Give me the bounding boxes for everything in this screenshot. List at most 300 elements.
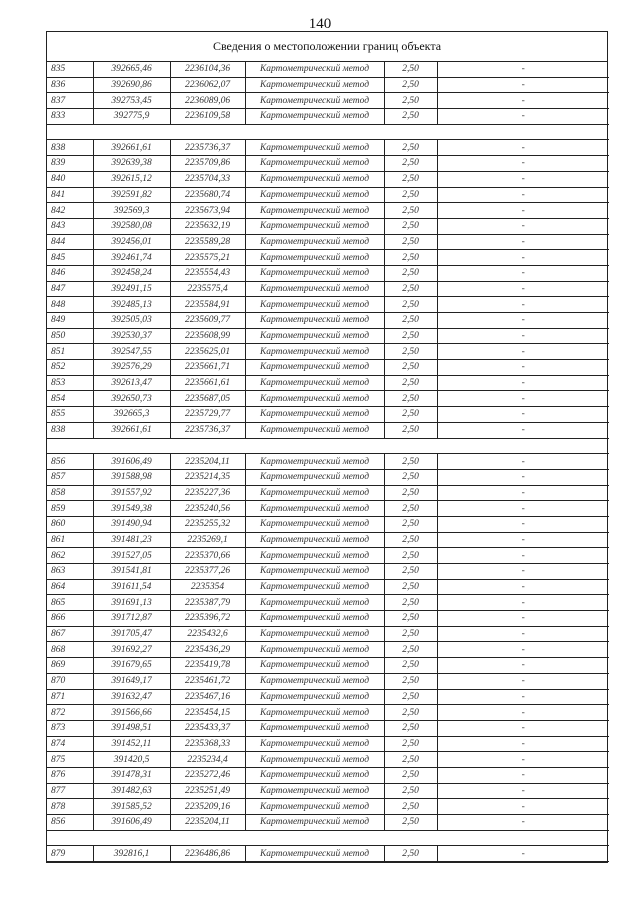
table-row	[47, 752, 609, 768]
point-number-cell: 863	[47, 564, 93, 580]
separator-cell	[47, 830, 609, 846]
method-cell: Картометрический метод	[245, 642, 384, 658]
method-cell: Картометрический метод	[245, 673, 384, 689]
description-cell: -	[437, 516, 609, 532]
point-number-cell: 869	[47, 658, 93, 674]
point-number-cell: 859	[47, 501, 93, 517]
description-cell: -	[437, 234, 609, 250]
coordinate-x-cell: 392661,61	[93, 140, 170, 156]
description-cell: -	[437, 454, 609, 470]
accuracy-cell: 2,50	[384, 218, 437, 234]
description-cell: -	[437, 313, 609, 329]
accuracy-cell: 2,50	[384, 313, 437, 329]
table-row	[47, 689, 609, 705]
coordinate-x-cell: 391481,23	[93, 532, 170, 548]
table-row	[47, 265, 609, 281]
table-row	[47, 344, 609, 360]
coordinate-y-cell: 2235204,11	[170, 815, 245, 831]
accuracy-cell: 2,50	[384, 234, 437, 250]
description-cell: -	[437, 109, 609, 125]
table-row	[47, 77, 609, 93]
table-row	[47, 391, 609, 407]
table-row	[47, 611, 609, 627]
point-number-cell: 847	[47, 281, 93, 297]
table-row	[47, 328, 609, 344]
table-row	[47, 767, 609, 783]
description-cell: -	[437, 391, 609, 407]
coordinate-x-cell: 391712,87	[93, 611, 170, 627]
point-number-cell: 843	[47, 218, 93, 234]
method-cell: Картометрический метод	[245, 720, 384, 736]
point-number-cell: 861	[47, 532, 93, 548]
accuracy-cell: 2,50	[384, 767, 437, 783]
accuracy-cell: 2,50	[384, 344, 437, 360]
coordinate-y-cell: 2235204,11	[170, 454, 245, 470]
point-number-cell: 839	[47, 156, 93, 172]
table-row	[47, 673, 609, 689]
description-cell: -	[437, 532, 609, 548]
description-cell: -	[437, 626, 609, 642]
method-cell: Картометрический метод	[245, 658, 384, 674]
coordinate-x-cell: 391705,47	[93, 626, 170, 642]
coordinate-y-cell: 2235609,77	[170, 313, 245, 329]
description-cell: -	[437, 360, 609, 376]
accuracy-cell: 2,50	[384, 171, 437, 187]
description-cell: -	[437, 265, 609, 281]
coordinate-y-cell: 2235240,56	[170, 501, 245, 517]
accuracy-cell: 2,50	[384, 673, 437, 689]
coordinate-x-cell: 392613,47	[93, 375, 170, 391]
point-number-cell: 841	[47, 187, 93, 203]
description-cell: -	[437, 77, 609, 93]
point-number-cell: 860	[47, 516, 93, 532]
accuracy-cell: 2,50	[384, 140, 437, 156]
coordinate-x-cell: 391452,11	[93, 736, 170, 752]
point-number-cell: 879	[47, 846, 93, 862]
coordinate-y-cell: 2236486,86	[170, 846, 245, 862]
point-number-cell: 854	[47, 391, 93, 407]
coordinate-x-cell: 392485,13	[93, 297, 170, 313]
coordinate-x-cell: 392580,08	[93, 218, 170, 234]
accuracy-cell: 2,50	[384, 532, 437, 548]
description-cell: -	[437, 799, 609, 815]
point-number-cell: 867	[47, 626, 93, 642]
point-number-cell: 848	[47, 297, 93, 313]
point-number-cell: 875	[47, 752, 93, 768]
method-cell: Картометрический метод	[245, 93, 384, 109]
method-cell: Картометрический метод	[245, 626, 384, 642]
coordinate-y-cell: 2235632,19	[170, 218, 245, 234]
coordinate-y-cell: 2235234,4	[170, 752, 245, 768]
coordinate-x-cell: 391541,81	[93, 564, 170, 580]
accuracy-cell: 2,50	[384, 422, 437, 438]
point-number-cell: 846	[47, 265, 93, 281]
point-number-cell: 857	[47, 469, 93, 485]
description-cell: -	[437, 736, 609, 752]
point-number-cell: 838	[47, 140, 93, 156]
coordinate-y-cell: 2235687,05	[170, 391, 245, 407]
accuracy-cell: 2,50	[384, 328, 437, 344]
description-cell: -	[437, 140, 609, 156]
boundary-sheet	[46, 31, 608, 863]
coordinate-x-cell: 392690,86	[93, 77, 170, 93]
point-number-cell: 835	[47, 62, 93, 77]
coordinate-x-cell: 392816,1	[93, 846, 170, 862]
accuracy-cell: 2,50	[384, 689, 437, 705]
method-cell: Картометрический метод	[245, 407, 384, 423]
method-cell: Картометрический метод	[245, 579, 384, 595]
coordinate-y-cell: 2235269,1	[170, 532, 245, 548]
coordinate-y-cell: 2235589,28	[170, 234, 245, 250]
coordinate-x-cell: 392665,3	[93, 407, 170, 423]
coordinate-x-cell: 392661,61	[93, 422, 170, 438]
accuracy-cell: 2,50	[384, 109, 437, 125]
coordinate-y-cell: 2235272,46	[170, 767, 245, 783]
table-row	[47, 171, 609, 187]
description-cell: -	[437, 328, 609, 344]
coordinate-y-cell: 2235736,37	[170, 422, 245, 438]
point-number-cell: 871	[47, 689, 93, 705]
coordinate-y-cell: 2235419,78	[170, 658, 245, 674]
method-cell: Картометрический метод	[245, 752, 384, 768]
coordinate-y-cell: 2235461,72	[170, 673, 245, 689]
method-cell: Картометрический метод	[245, 516, 384, 532]
coordinate-x-cell: 391692,27	[93, 642, 170, 658]
coordinate-x-cell: 391478,31	[93, 767, 170, 783]
point-number-cell: 856	[47, 815, 93, 831]
coordinate-x-cell: 391606,49	[93, 454, 170, 470]
accuracy-cell: 2,50	[384, 203, 437, 219]
coordinate-y-cell: 2236109,58	[170, 109, 245, 125]
method-cell: Картометрический метод	[245, 328, 384, 344]
accuracy-cell: 2,50	[384, 77, 437, 93]
coordinate-x-cell: 391611,54	[93, 579, 170, 595]
point-number-cell: 858	[47, 485, 93, 501]
coordinate-y-cell: 2235396,72	[170, 611, 245, 627]
point-number-cell: 837	[47, 93, 93, 109]
coordinate-x-cell: 391606,49	[93, 815, 170, 831]
table-separator-row	[47, 830, 609, 846]
accuracy-cell: 2,50	[384, 187, 437, 203]
method-cell: Картометрический метод	[245, 250, 384, 266]
method-cell: Картометрический метод	[245, 187, 384, 203]
accuracy-cell: 2,50	[384, 407, 437, 423]
point-number-cell: 862	[47, 548, 93, 564]
sheet-title: Сведения о местоположении границ объекта	[47, 32, 607, 62]
description-cell: -	[437, 815, 609, 831]
accuracy-cell: 2,50	[384, 250, 437, 266]
method-cell: Картометрический метод	[245, 767, 384, 783]
coordinate-x-cell: 391490,94	[93, 516, 170, 532]
table-row	[47, 720, 609, 736]
method-cell: Картометрический метод	[245, 360, 384, 376]
description-cell: -	[437, 171, 609, 187]
accuracy-cell: 2,50	[384, 62, 437, 77]
coordinate-x-cell: 391498,51	[93, 720, 170, 736]
accuracy-cell: 2,50	[384, 391, 437, 407]
coordinate-x-cell: 392530,37	[93, 328, 170, 344]
description-cell: -	[437, 673, 609, 689]
point-number-cell: 865	[47, 595, 93, 611]
description-cell: -	[437, 62, 609, 77]
coordinate-x-cell: 392547,55	[93, 344, 170, 360]
accuracy-cell: 2,50	[384, 799, 437, 815]
coordinate-x-cell: 392639,38	[93, 156, 170, 172]
table-row	[47, 234, 609, 250]
method-cell: Картометрический метод	[245, 265, 384, 281]
point-number-cell: 851	[47, 344, 93, 360]
method-cell: Картометрический метод	[245, 469, 384, 485]
description-cell: -	[437, 658, 609, 674]
description-cell: -	[437, 250, 609, 266]
method-cell: Картометрический метод	[245, 783, 384, 799]
description-cell: -	[437, 846, 609, 862]
coordinate-y-cell: 2236089,06	[170, 93, 245, 109]
description-cell: -	[437, 501, 609, 517]
point-number-cell: 850	[47, 328, 93, 344]
description-cell: -	[437, 611, 609, 627]
table-row	[47, 595, 609, 611]
table-separator-row	[47, 124, 609, 140]
coordinate-y-cell: 2235432,6	[170, 626, 245, 642]
table-row	[47, 799, 609, 815]
description-cell: -	[437, 720, 609, 736]
accuracy-cell: 2,50	[384, 815, 437, 831]
table-row	[47, 579, 609, 595]
coordinate-y-cell: 2235584,91	[170, 297, 245, 313]
description-cell: -	[437, 689, 609, 705]
point-number-cell: 874	[47, 736, 93, 752]
coordinate-x-cell: 392665,46	[93, 62, 170, 77]
coordinate-y-cell: 2235661,61	[170, 375, 245, 391]
table-row	[47, 626, 609, 642]
description-cell: -	[437, 642, 609, 658]
coordinate-x-cell: 392753,45	[93, 93, 170, 109]
method-cell: Картометрический метод	[245, 548, 384, 564]
accuracy-cell: 2,50	[384, 469, 437, 485]
method-cell: Картометрический метод	[245, 203, 384, 219]
point-number-cell: 870	[47, 673, 93, 689]
coordinate-y-cell: 2235209,16	[170, 799, 245, 815]
table-row	[47, 846, 609, 862]
point-number-cell: 836	[47, 77, 93, 93]
coordinate-x-cell: 391649,17	[93, 673, 170, 689]
coordinate-y-cell: 2235255,32	[170, 516, 245, 532]
table-row	[47, 516, 609, 532]
table-separator-row	[47, 438, 609, 454]
method-cell: Картометрический метод	[245, 501, 384, 517]
method-cell: Картометрический метод	[245, 689, 384, 705]
coordinate-x-cell: 391527,05	[93, 548, 170, 564]
coordinate-y-cell: 2235454,15	[170, 705, 245, 721]
coordinate-x-cell: 392775,9	[93, 109, 170, 125]
point-number-cell: 849	[47, 313, 93, 329]
point-number-cell: 878	[47, 799, 93, 815]
point-number-cell: 853	[47, 375, 93, 391]
coordinate-x-cell: 392456,01	[93, 234, 170, 250]
coordinate-y-cell: 2235625,01	[170, 344, 245, 360]
accuracy-cell: 2,50	[384, 485, 437, 501]
table-row	[47, 93, 609, 109]
method-cell: Картометрический метод	[245, 736, 384, 752]
coordinate-y-cell: 2235680,74	[170, 187, 245, 203]
coordinates-table	[47, 62, 609, 862]
coordinate-y-cell: 2236104,36	[170, 62, 245, 77]
coordinates-table-body	[47, 62, 609, 862]
description-cell: -	[437, 297, 609, 313]
coordinate-y-cell: 2235377,26	[170, 564, 245, 580]
point-number-cell: 856	[47, 454, 93, 470]
coordinate-y-cell: 2236062,07	[170, 77, 245, 93]
method-cell: Картометрический метод	[245, 313, 384, 329]
description-cell: -	[437, 344, 609, 360]
coordinate-x-cell: 391420,5	[93, 752, 170, 768]
coordinate-y-cell: 2235436,29	[170, 642, 245, 658]
coordinate-y-cell: 2235729,77	[170, 407, 245, 423]
description-cell: -	[437, 783, 609, 799]
table-row	[47, 564, 609, 580]
accuracy-cell: 2,50	[384, 579, 437, 595]
method-cell: Картометрический метод	[245, 595, 384, 611]
table-row	[47, 62, 609, 77]
accuracy-cell: 2,50	[384, 658, 437, 674]
coordinate-x-cell: 391549,38	[93, 501, 170, 517]
table-row	[47, 360, 609, 376]
description-cell: -	[437, 407, 609, 423]
coordinate-y-cell: 2235608,99	[170, 328, 245, 344]
method-cell: Картометрический метод	[245, 297, 384, 313]
coordinate-x-cell: 391585,52	[93, 799, 170, 815]
accuracy-cell: 2,50	[384, 564, 437, 580]
point-number-cell: 877	[47, 783, 93, 799]
accuracy-cell: 2,50	[384, 548, 437, 564]
method-cell: Картометрический метод	[245, 611, 384, 627]
coordinate-y-cell: 2235709,86	[170, 156, 245, 172]
point-number-cell: 840	[47, 171, 93, 187]
method-cell: Картометрический метод	[245, 344, 384, 360]
coordinate-x-cell: 391679,65	[93, 658, 170, 674]
table-row	[47, 501, 609, 517]
table-row	[47, 218, 609, 234]
accuracy-cell: 2,50	[384, 501, 437, 517]
table-row	[47, 783, 609, 799]
coordinate-x-cell: 391691,13	[93, 595, 170, 611]
point-number-cell: 868	[47, 642, 93, 658]
coordinate-x-cell: 392650,73	[93, 391, 170, 407]
table-row	[47, 705, 609, 721]
method-cell: Картометрический метод	[245, 815, 384, 831]
method-cell: Картометрический метод	[245, 375, 384, 391]
method-cell: Картометрический метод	[245, 799, 384, 815]
point-number-cell: 845	[47, 250, 93, 266]
method-cell: Картометрический метод	[245, 234, 384, 250]
coordinate-x-cell: 391566,66	[93, 705, 170, 721]
coordinate-y-cell: 2235227,36	[170, 485, 245, 501]
coordinate-x-cell: 391482,63	[93, 783, 170, 799]
table-row	[47, 422, 609, 438]
coordinate-y-cell: 2235467,16	[170, 689, 245, 705]
separator-cell	[47, 124, 609, 140]
table-row	[47, 313, 609, 329]
table-row	[47, 815, 609, 831]
accuracy-cell: 2,50	[384, 783, 437, 799]
accuracy-cell: 2,50	[384, 297, 437, 313]
coordinate-y-cell: 2235736,37	[170, 140, 245, 156]
description-cell: -	[437, 579, 609, 595]
coordinate-x-cell: 391557,92	[93, 485, 170, 501]
accuracy-cell: 2,50	[384, 265, 437, 281]
coordinate-x-cell: 392576,29	[93, 360, 170, 376]
accuracy-cell: 2,50	[384, 156, 437, 172]
accuracy-cell: 2,50	[384, 626, 437, 642]
coordinate-y-cell: 2235214,35	[170, 469, 245, 485]
description-cell: -	[437, 548, 609, 564]
coordinate-x-cell: 392491,15	[93, 281, 170, 297]
method-cell: Картометрический метод	[245, 218, 384, 234]
method-cell: Картометрический метод	[245, 391, 384, 407]
coordinate-y-cell: 2235387,79	[170, 595, 245, 611]
table-row	[47, 250, 609, 266]
accuracy-cell: 2,50	[384, 642, 437, 658]
table-row	[47, 642, 609, 658]
point-number-cell: 873	[47, 720, 93, 736]
table-row	[47, 203, 609, 219]
coordinate-y-cell: 2235554,43	[170, 265, 245, 281]
accuracy-cell: 2,50	[384, 454, 437, 470]
point-number-cell: 864	[47, 579, 93, 595]
description-cell: -	[437, 469, 609, 485]
table-row	[47, 281, 609, 297]
description-cell: -	[437, 187, 609, 203]
accuracy-cell: 2,50	[384, 375, 437, 391]
coordinate-x-cell: 392458,24	[93, 265, 170, 281]
coordinate-y-cell: 2235433,37	[170, 720, 245, 736]
accuracy-cell: 2,50	[384, 516, 437, 532]
table-row	[47, 297, 609, 313]
table-row	[47, 109, 609, 125]
method-cell: Картометрический метод	[245, 485, 384, 501]
description-cell: -	[437, 485, 609, 501]
accuracy-cell: 2,50	[384, 705, 437, 721]
description-cell: -	[437, 564, 609, 580]
accuracy-cell: 2,50	[384, 846, 437, 862]
method-cell: Картометрический метод	[245, 77, 384, 93]
description-cell: -	[437, 767, 609, 783]
method-cell: Картометрический метод	[245, 846, 384, 862]
coordinate-y-cell: 2235575,4	[170, 281, 245, 297]
accuracy-cell: 2,50	[384, 360, 437, 376]
table-row	[47, 469, 609, 485]
coordinate-y-cell: 2235575,21	[170, 250, 245, 266]
accuracy-cell: 2,50	[384, 736, 437, 752]
description-cell: -	[437, 375, 609, 391]
coordinate-y-cell: 2235368,33	[170, 736, 245, 752]
separator-cell	[47, 438, 609, 454]
table-row	[47, 140, 609, 156]
coordinate-y-cell: 2235251,49	[170, 783, 245, 799]
page-number: 140	[308, 16, 332, 32]
accuracy-cell: 2,50	[384, 281, 437, 297]
coordinate-y-cell: 2235661,71	[170, 360, 245, 376]
table-row	[47, 658, 609, 674]
method-cell: Картометрический метод	[245, 281, 384, 297]
method-cell: Картометрический метод	[245, 454, 384, 470]
description-cell: -	[437, 218, 609, 234]
accuracy-cell: 2,50	[384, 611, 437, 627]
coordinate-x-cell: 392615,12	[93, 171, 170, 187]
method-cell: Картометрический метод	[245, 705, 384, 721]
method-cell: Картометрический метод	[245, 532, 384, 548]
